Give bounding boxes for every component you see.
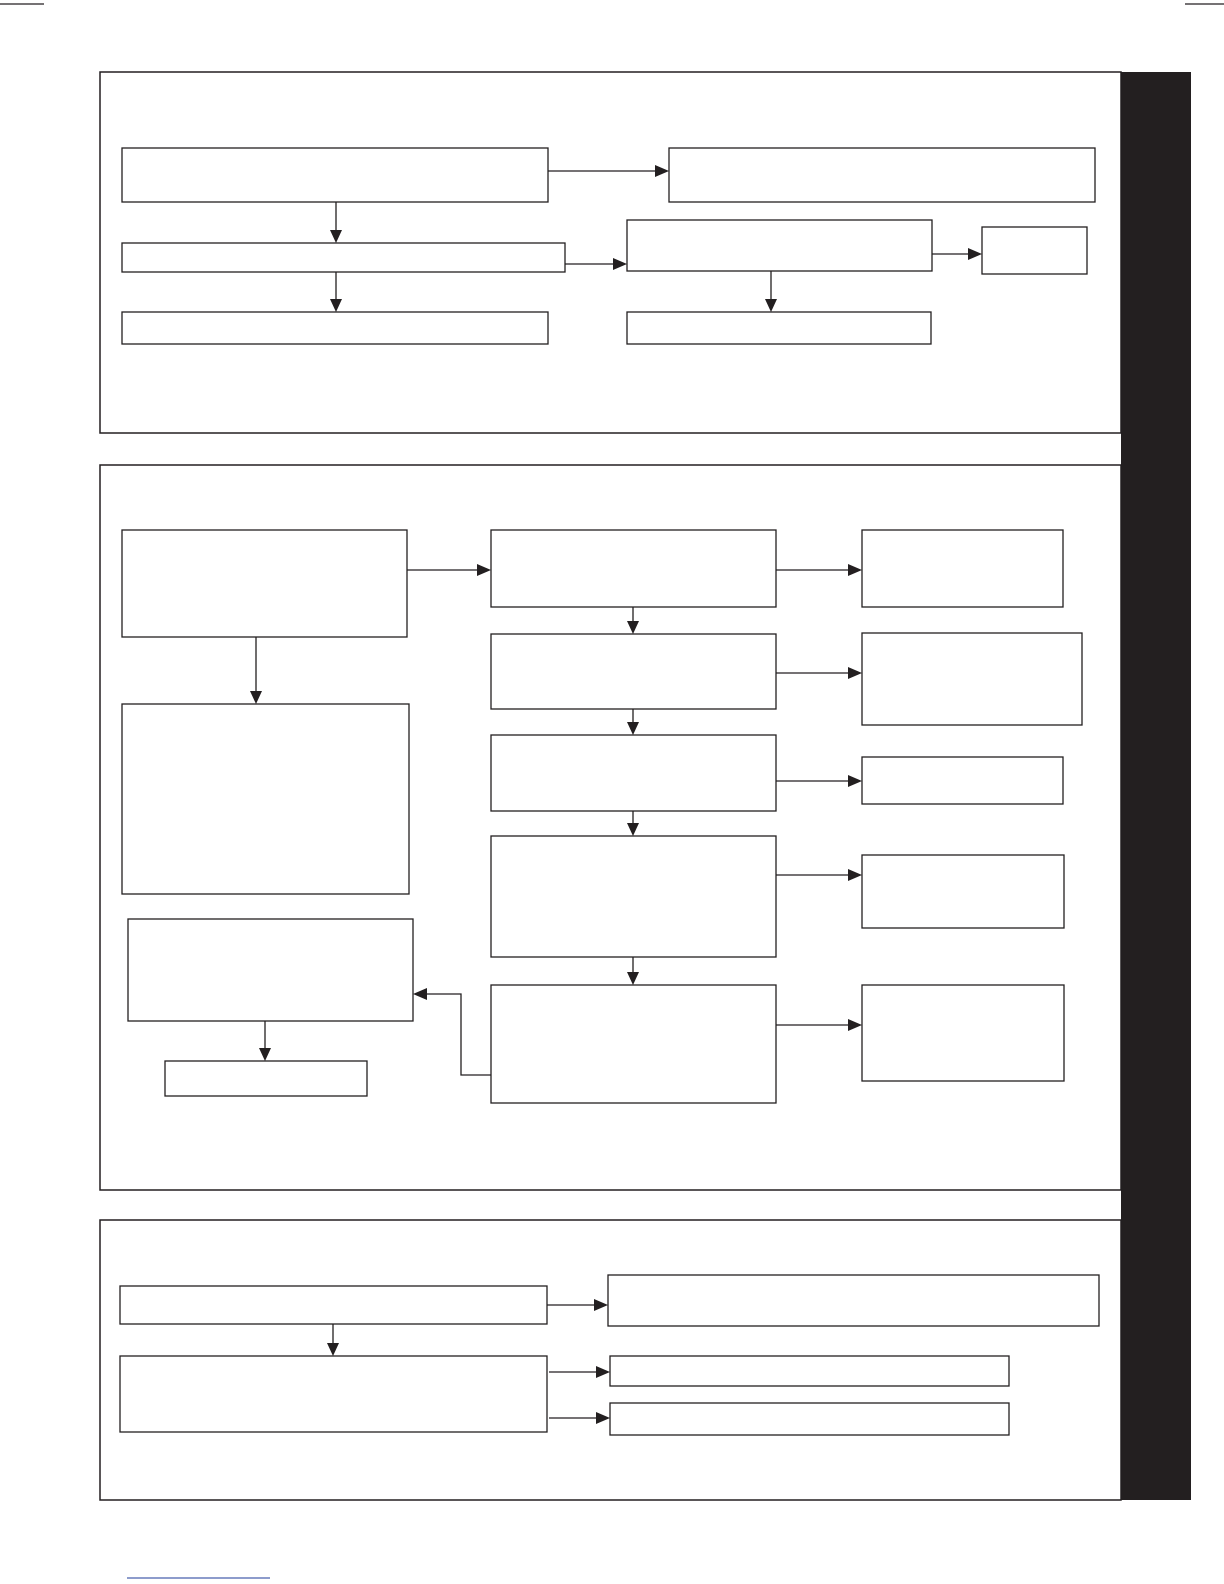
p2-box-step-4 [491,836,776,957]
p2-arrowhead-step-2-to-3 [627,722,639,735]
p2-box-left-mid [122,704,409,894]
p3-box-b [608,1275,1099,1326]
p1-arrowhead-a-to-c [330,230,342,243]
p2-arrowhead-step-3-to-result-3 [848,775,862,787]
panel-3 [100,1220,1121,1500]
p2-box-result-3 [862,757,1063,804]
p3-box-a [120,1286,547,1324]
p3-arrowhead-a-to-b [594,1299,608,1311]
p2-arrowhead-step-4-to-5 [627,972,639,985]
p2-arrowhead-step-5-to-result-5 [848,1019,862,1031]
p2-arrowhead-start-to-step-1 [477,564,491,576]
p2-box-step-2 [491,634,776,709]
panel-1 [100,72,1121,433]
p2-box-result-1 [862,530,1063,607]
p1-box-e [982,227,1087,274]
p3-arrowhead-c-to-d [596,1366,610,1378]
p1-arrowhead-a-to-b [655,165,669,177]
p2-box-step-1 [491,530,776,607]
p1-box-f [122,312,548,344]
p3-arrowhead-c-to-e [596,1412,610,1424]
p2-arrowhead-step-5-to-left-lower [413,988,427,1000]
sidebar-strip [1121,72,1191,1500]
p2-arrowhead-step-1-to-result-1 [848,564,862,576]
p2-box-step-5 [491,985,776,1103]
p2-box-left-lower [128,919,413,1021]
p1-arrowhead-d-to-e [968,248,982,260]
p3-box-e [610,1403,1009,1435]
p2-box-result-4 [862,855,1064,928]
p1-box-g [627,312,931,344]
p2-arrowhead-step-2-to-result-2 [848,667,862,679]
p2-box-step-3 [491,735,776,811]
p2-arrowhead-step-3-to-4 [627,823,639,836]
p2-box-result-5 [862,985,1064,1081]
p1-box-a [122,148,548,202]
panel-2 [100,465,1121,1190]
p1-arrowhead-c-to-f [330,299,342,312]
p2-box-result-2 [862,633,1082,725]
p1-arrowhead-c-to-d [613,258,627,270]
p2-box-left-end [165,1061,367,1096]
p2-arrowhead-start-to-left-mid [250,691,262,704]
p1-box-b [669,148,1095,202]
p2-arrowhead-step-4-to-result-4 [848,869,862,881]
p2-arrow-step-5-to-left-lower [427,994,491,1075]
p3-arrowhead-a-to-c [327,1343,339,1356]
p3-box-d [610,1356,1009,1386]
p3-box-c [120,1356,547,1432]
p1-arrowhead-d-to-g [765,299,777,312]
p2-arrowhead-step-1-to-2 [627,621,639,634]
p2-box-start [122,530,407,637]
p2-arrowhead-left-lower-to-end [259,1048,271,1061]
p1-box-d [627,220,932,271]
p1-box-c [122,243,565,272]
